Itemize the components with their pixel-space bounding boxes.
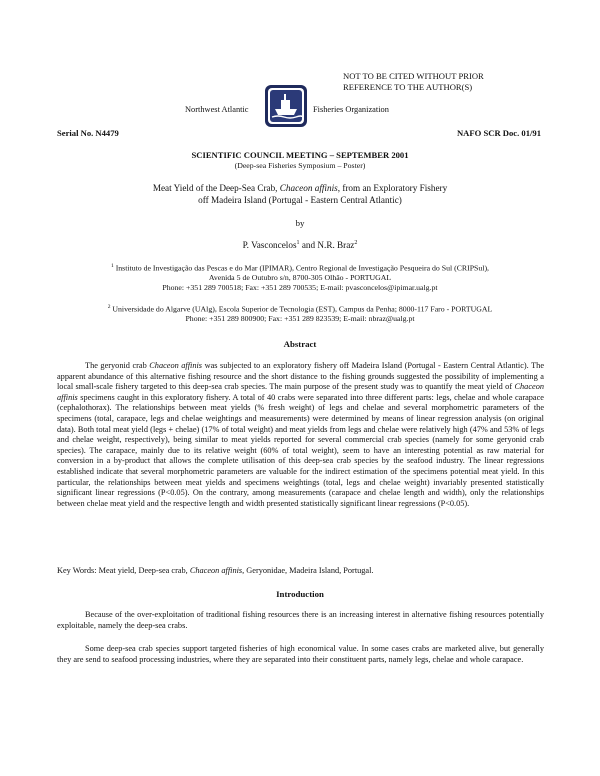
title-part-1: Meat Yield of the Deep-Sea Crab,	[152, 183, 280, 193]
nafo-logo-icon	[264, 84, 308, 128]
introduction-paragraph-1: Because of the over-exploitation of traditional fishing resources there is an increasing interest in alternative fishing resources potentially exploitable, namely the deep-sea crabs.	[57, 610, 544, 630]
affiliation-2-line-1: Universidade do Algarve (UAlg), Escola Superior de Tecnologia (EST), Campus da Penha; 8000-117 Faro - PORTUGAL	[112, 304, 493, 314]
abstract-heading: Abstract	[283, 339, 317, 349]
abstract-species-2: Chaceon affinis	[57, 382, 544, 402]
citation-notice-line1: NOT TO BE CITED WITHOUT PRIOR	[343, 71, 484, 81]
title-species: Chaceon affinis	[279, 183, 338, 193]
affiliation-1-line-1: Instituto de Investigação das Pescas e do Mar (IPIMAR), Centro Regional de Investigação Pesqueira do Sul (CRIPSul),	[115, 263, 490, 273]
author-1-affiliation-mark: 1	[296, 240, 300, 246]
author-conjunction: and	[299, 240, 318, 251]
affiliation-1	[40, 262, 560, 293]
affiliation-1-mark: 1	[110, 263, 114, 269]
doc-number: NAFO SCR Doc. 01/91	[456, 128, 541, 138]
keywords	[57, 566, 544, 577]
keywords-text-2: , Geryonidae, Madeira Island, Portugal.	[242, 566, 374, 575]
affiliation-2	[40, 303, 560, 324]
authors	[0, 238, 600, 251]
meeting-subtitle: (Deep-sea Fisheries Symposium – Poster)	[234, 161, 366, 170]
keywords-text-1: Meat yield, Deep-sea crab,	[98, 566, 190, 575]
abstract-text-1: The geryonid crab	[85, 361, 150, 370]
org-name-right: Fisheries Organization	[313, 105, 389, 114]
affiliation-1-line-2: Avenida 5 de Outubro s/n, 8700-305 Olhão - PORTUGAL	[208, 273, 392, 283]
title-part-2: , from an Exploratory Fishery	[337, 183, 448, 193]
introduction-heading: Introduction	[276, 589, 324, 599]
abstract-text-3: specimens caught in this exploratory fishery. A total of 40 crabs were separated into three different parts: legs, chelae and whole carapace (cephalothorax). The relationships between meat yields (% fresh weight) of legs and chelae and several morphometric parameters of the specimens (total, carapace, legs and chelae weightings and measurements) were determined by means of linear regression analysis (on original data). Both total meat yield (legs + chelae) (17% of total weight) and meat yields from legs and chelae were relatively high (47% and 53% of legs and chelae weight, respectively), being similar to meat yields reported for several commercial crab species (namely for some geryonid crab species). The carapace, mainly due to its relative weight (60% of total weight), seem to have an interesting potential as raw material for conversion in a by-product that allows the complete utilisation of this deep-sea crab species by the seafood industry. The linear regressions established indicate that several morphometric parameters are valuable for the indirect estimation of the specimens potential meat yield. In this particular, the relationships between meat yields and specimens weightings (total, legs and chelae weight) invariably presented statistically significant linear regressions (P<0.05). On the contrary, among measurements (carapace and chelae length and width), only the relationships between chelae meat yield and the respective length and width presented statistically significant linear regressions (P<0.05).	[57, 392, 544, 508]
org-name-left: Northwest Atlantic	[185, 105, 249, 114]
abstract-species-1: Chaceon affinis	[149, 361, 203, 370]
keywords-species: Chaceon affinis	[189, 566, 243, 575]
abstract-paragraph	[57, 361, 544, 509]
affiliation-1-line-3: Phone: +351 289 700518; Fax: +351 289 700535; E-mail: pvasconcelos@ipimar.ualg.pt	[162, 283, 438, 293]
keywords-label: Key Words:	[57, 566, 99, 575]
paper-title	[0, 183, 600, 206]
title-line-2: off Madeira Island (Portugal - Eastern Central Atlantic)	[198, 194, 402, 205]
affiliation-2-mark: 2	[107, 304, 111, 310]
author-2-affiliation-mark: 2	[354, 240, 358, 246]
author-2: N.R. Braz	[317, 240, 355, 251]
serial-number: Serial No. N4479	[57, 128, 119, 138]
author-1: P. Vasconcelos	[242, 240, 297, 251]
abstract-text-2: was subjected to an exploratory fishery off Madeira Island (Portugal - Eastern Central Atlantic). The apparent abundance of this alternative fishing resource and the short distance to the fishing grounds suggested the possibility of implementing a local small-scale fishery targeted to this deep-sea crab species. The main purpose of the present study was to quantify the meat yield of	[57, 361, 544, 392]
meeting-title: SCIENTIFIC COUNCIL MEETING – SEPTEMBER 2001	[191, 150, 409, 160]
citation-notice-line2: REFERENCE TO THE AUTHOR(S)	[343, 81, 473, 92]
introduction-paragraph-2: Some deep-sea crab species support targeted fisheries of high economical value. In some cases crabs are marketed alive, but generally they are send to seafood processing industries, where they are separated into their constituent parts, namely legs, chelae and whole carapace.	[57, 644, 544, 664]
by-label: by	[295, 218, 305, 228]
citation-notice	[343, 71, 484, 93]
affiliation-2-line-2: Phone: +351 289 800900; Fax: +351 289 823539; E-mail: nbraz@ualg.pt	[185, 314, 415, 324]
